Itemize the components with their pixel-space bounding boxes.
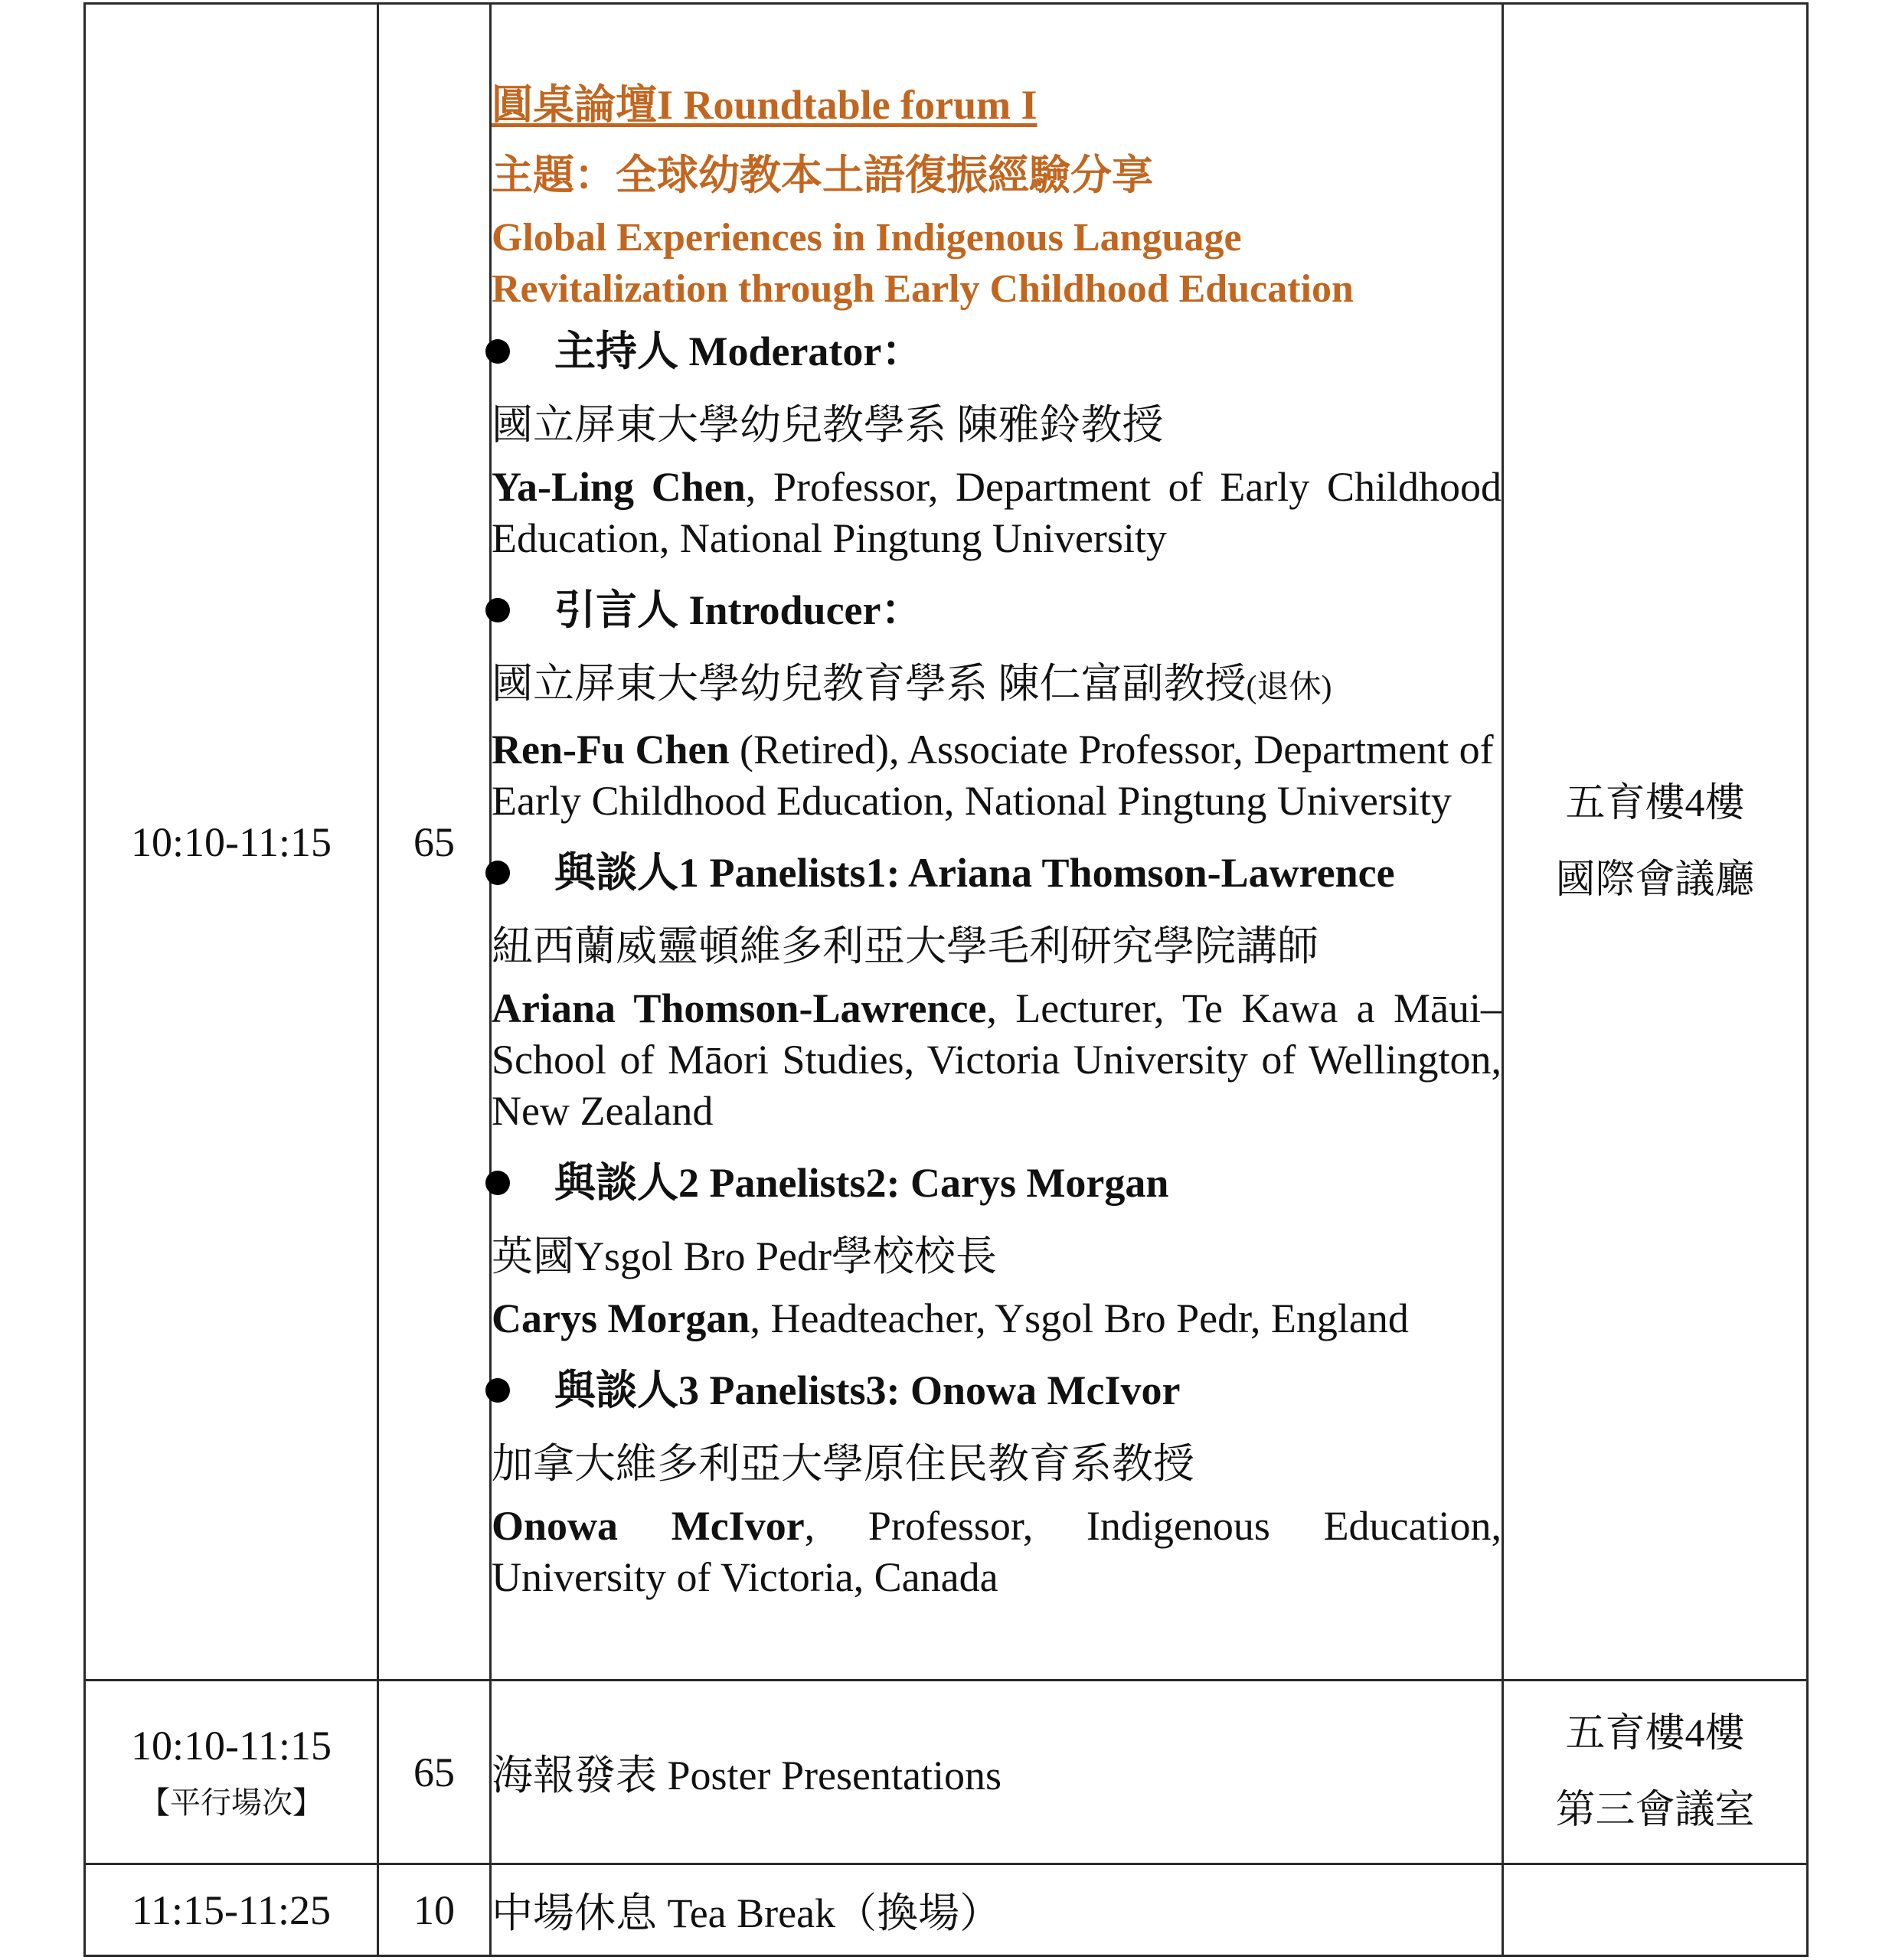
session-title: 海報發表 Poster Presentations [492,1753,1002,1798]
venue-room: 第三會議室 [1555,1788,1755,1832]
introducer-zh-note: (退休) [1246,670,1332,705]
panelist1-heading [485,836,1502,910]
introducer-zh [492,647,1502,724]
panelist3-name: Onowa McIvor [492,1503,805,1549]
time-cell [85,4,378,1681]
venue-cell [1503,1681,1808,1864]
bullet-icon [485,1171,510,1195]
panelist1-zh: 紐西蘭威靈頓維多利亞大學毛利研究學院講師 [492,923,1319,969]
panelist1-role: 與談人1 Panelists1: Ariana Thomson-Lawrence [554,850,1395,896]
moderator-heading [485,315,1502,388]
introducer-heading [485,573,1502,647]
panelist1-affiliation: , Lecturer, Te Kawa a Māui–School of Māori Studies, Victoria University of Wellington, New Zealand [492,985,1502,1134]
panelist3-affiliation: , Professor, Indigenous Education, University of Victoria, Canada [492,1503,1502,1600]
panelist3-role: 與談人3 Panelists3: Onowa McIvor [554,1367,1181,1413]
panelist2-en [492,1293,1502,1344]
bullet-icon [485,598,510,622]
venue-room: 國際會議廳 [1555,858,1755,902]
duration-cell [378,1864,491,1956]
moderator-affiliation: , Professor, Department of Early Childhood Education, National Pingtung University [492,464,1502,561]
duration-text: 65 [413,1749,455,1795]
moderator-en [492,462,1502,564]
introducer-en [492,724,1502,827]
session-title: 圓桌論壇I Roundtable forum I [492,82,1037,128]
duration-cell [378,4,491,1681]
panelist2-zh: 英國Ysgol Bro Pedr學校校長 [492,1233,997,1279]
venue-building: 五育樓4樓 [1565,1711,1745,1756]
session-topic-zh: 主題：全球幼教本土語復振經驗分享 [492,152,1153,198]
agenda-row-break [85,1864,1808,1956]
agenda-row-roundtable [85,4,1808,1681]
panelist1-name: Ariana Thomson-Lawrence [492,985,987,1031]
moderator-name: Ya-Ling Chen [492,464,746,510]
session-title: 中場休息 Tea Break（換場） [492,1890,1002,1936]
session-content-cell [491,1681,1503,1864]
duration-text: 65 [413,818,455,865]
venue-building: 五育樓4樓 [1565,781,1745,825]
panelist1-en [492,983,1502,1137]
introducer-affiliation: (Retired), Associate Professor, Department of Early Childhood Education, National Pingtung University [492,727,1494,824]
venue-cell [1503,1864,1808,1956]
parallel-session-note: 【平行場次】 [139,1785,323,1820]
bullet-icon [485,861,510,885]
venue-cell [1503,4,1808,1681]
moderator-zh: 國立屏東大學幼兒教學系 陳雅鈴教授 [492,402,1164,448]
time-cell [85,1681,378,1864]
bullet-icon [485,339,510,364]
duration-cell [378,1681,491,1864]
panelist2-heading [485,1146,1502,1220]
moderator-role: 主持人 Moderator： [554,328,923,374]
time-text: 11:15-11:25 [132,1886,331,1933]
introducer-role: 引言人 Introducer： [554,587,923,633]
agenda-table [83,2,1809,1957]
panelist2-affiliation: , Headteacher, Ysgol Bro Pedr, England [750,1295,1409,1341]
introducer-name: Ren-Fu Chen [492,727,730,773]
panelist2-name: Carys Morgan [492,1295,750,1341]
panelist3-heading [485,1354,1502,1427]
time-text: 10:10-11:15 [131,818,332,865]
session-content-cell [491,4,1503,1681]
panelist3-zh: 加拿大維多利亞大學原住民教育系教授 [492,1441,1194,1487]
session-content-cell [491,1864,1503,1956]
agenda-row-posters [85,1681,1808,1864]
session-topic-en-line2: Revitalization through Early Childhood Education [492,267,1354,311]
bullet-icon [485,1378,510,1403]
panelist3-en [492,1501,1502,1603]
introducer-zh-main: 國立屏東大學幼兒教育學系 陳仁富副教授 [492,661,1247,707]
duration-text: 10 [413,1886,455,1933]
time-text: 10:10-11:15 [131,1723,332,1769]
panelist2-role: 與談人2 Panelists2: Carys Morgan [554,1160,1169,1206]
session-topic-en-line1: Global Experiences in Indigenous Language [492,216,1242,260]
time-cell [85,1864,378,1956]
